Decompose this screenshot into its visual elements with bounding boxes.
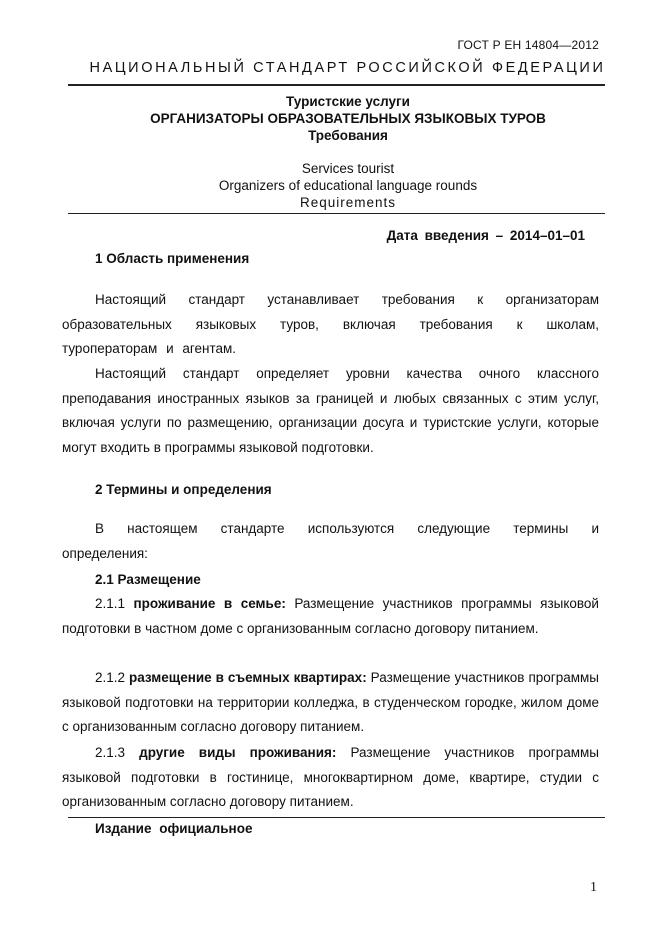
term-number: 2.1.1: [95, 596, 126, 611]
page-number: 1: [590, 880, 597, 895]
en-main-title: Organizers of educational language rounds: [218, 178, 478, 193]
term-2-1-2: [62, 666, 599, 740]
term-number: 2.1.3: [95, 745, 126, 760]
main-title: ОРГАНИЗАТОРЫ ОБРАЗОВАТЕЛЬНЫХ ЯЗЫКОВЫХ ТУРОВ: [150, 111, 546, 126]
term-2-1-3: [62, 741, 599, 815]
term-definition: Размещение участников программы языковой подготовки на территории колледжа, в студенческом городке, жилом доме с организованным согласно договору питанием.: [62, 670, 599, 734]
section-2-intro: В настоящем стандарте используются следующие термины и определения:: [62, 521, 599, 561]
en-subtitle: Requirements: [299, 195, 397, 210]
term-name: другие виды проживания:: [139, 745, 337, 760]
term-name: проживание в семье:: [133, 596, 286, 611]
official-edition: Издание официальное: [95, 821, 253, 836]
en-category-title: Services tourist: [301, 161, 395, 176]
title-rule: [68, 213, 605, 214]
section-1-paragraph-1: Настоящий стандарт устанавливает требования к организаторам образовательных языковых туров, включая требования к школам, туроператорам и агентам.: [62, 292, 599, 356]
term-2-1-1: [62, 592, 599, 641]
term-definition: Размещение участников программы языковой подготовки в частном доме с организованным согласно договору питанием.: [62, 596, 599, 636]
term-number: 2.1.2: [95, 670, 126, 685]
intro-date: Дата введения – 2014–01–01: [386, 228, 585, 243]
header-rule: [68, 84, 605, 86]
term-definition: Размещение участников программы языковой подготовки в гостинице, многоквартирном доме, квартире, студии с организованным согласно договору питанием.: [62, 745, 599, 809]
footer-rule: [68, 817, 605, 818]
category-title: Туристские услуги: [286, 94, 410, 109]
section-1-heading: 1 Область применения: [95, 251, 250, 266]
header-title: НАЦИОНАЛЬНЫЙ СТАНДАРТ РОССИЙСКОЙ ФЕДЕРАЦИИ: [89, 60, 606, 76]
subsection-2-1-heading: 2.1 Размещение: [95, 572, 201, 587]
section-2-heading: 2 Термины и определения: [95, 482, 272, 497]
subtitle: Требования: [308, 128, 388, 143]
section-1-paragraph-2: Настоящий стандарт определяет уровни качества очного классного преподавания иностранных языков за границей и любых связанных с этим услуг, включая услуги по размещению, организации досуга и туристские услуги, которые могут входить в программы языковой подготовки.: [62, 366, 599, 455]
term-name: размещение в съемных квартирах:: [129, 670, 367, 685]
standard-code: ГОСТ Р ЕН 14804—2012: [457, 38, 599, 52]
